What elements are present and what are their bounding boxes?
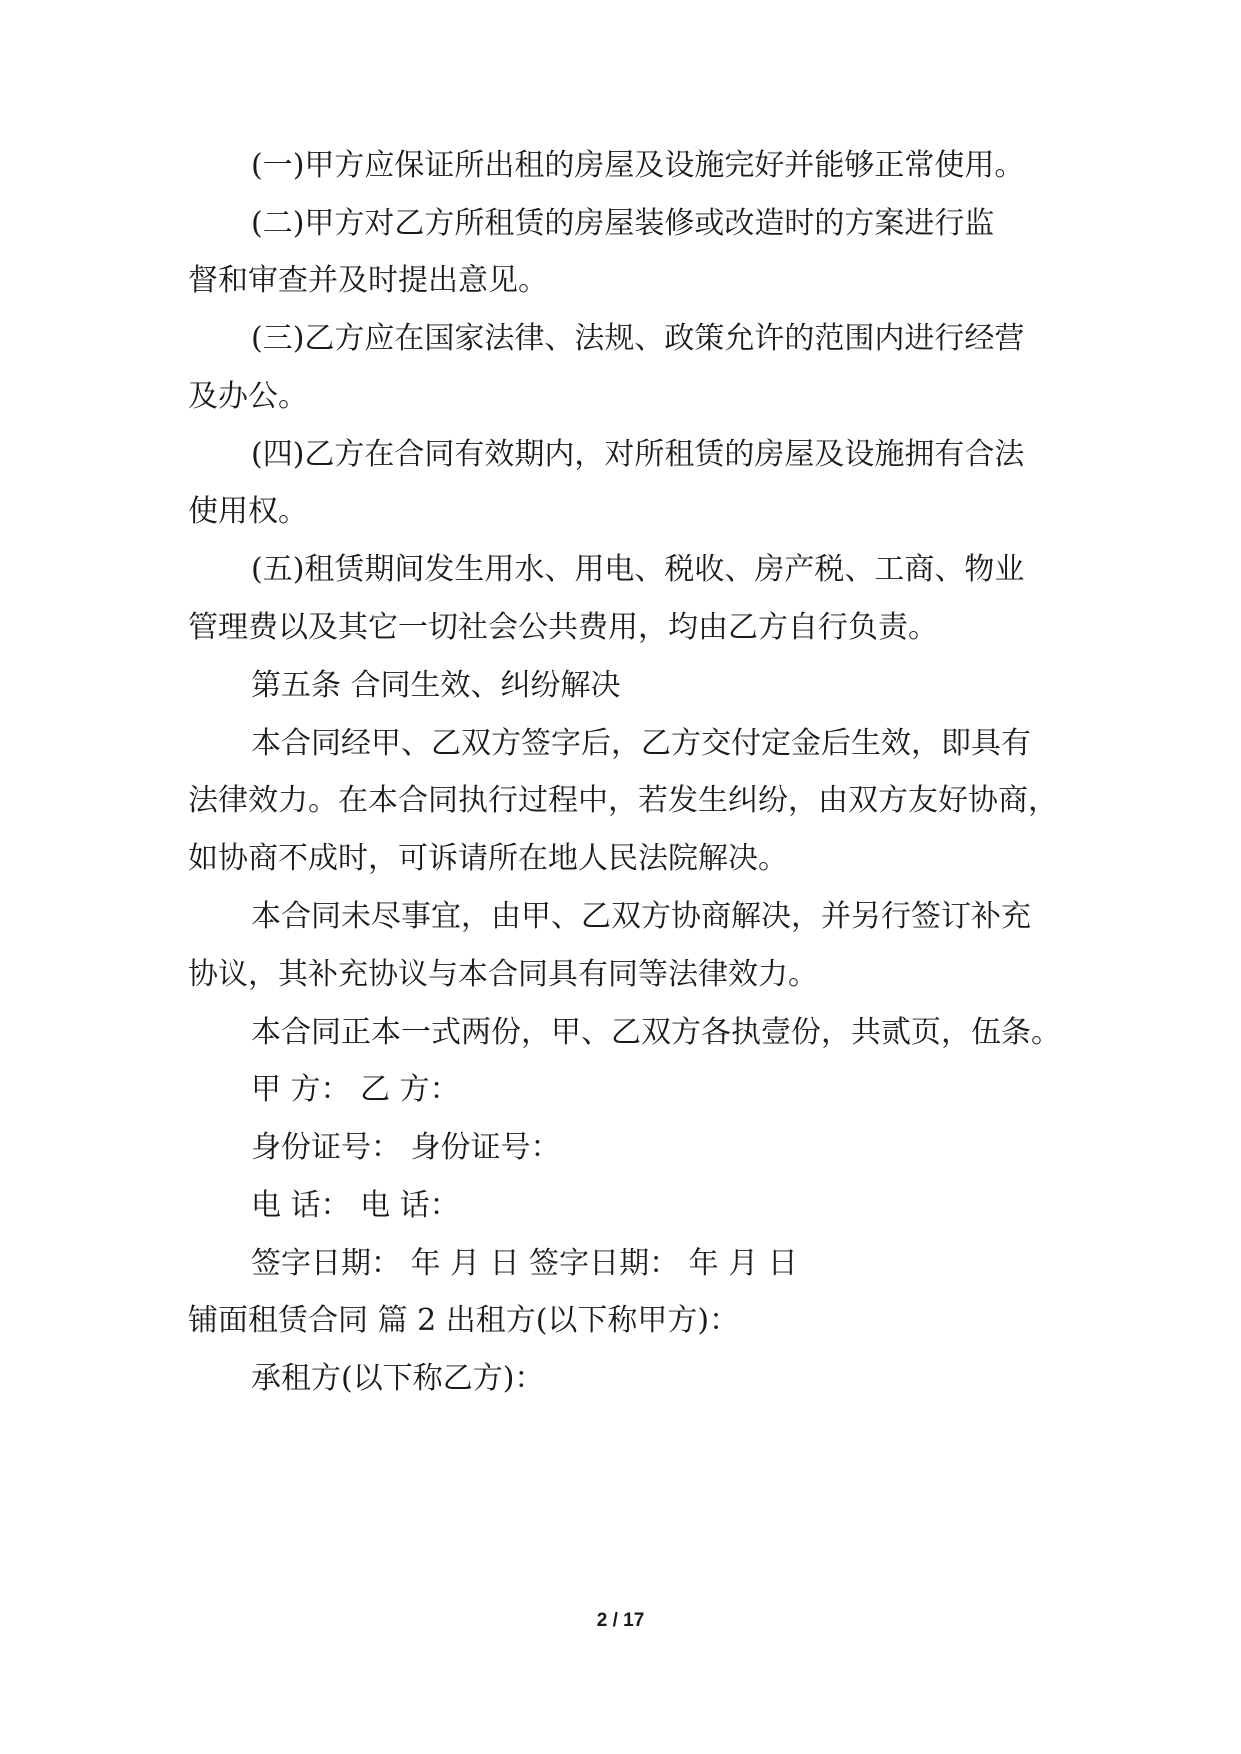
effect-paragraph-line-3: 如协商不成时，可诉请所在地人民法院解决。 (188, 841, 788, 876)
clause-4-line-2: 使用权。 (188, 494, 308, 529)
article-5-heading: 第五条 合同生效、纠纷解决 (251, 668, 621, 703)
clause-5-line-2: 管理费以及其它一切社会公共费用，均由乙方自行负责。 (188, 610, 938, 645)
signature-date-row: 签字日期： 年 月 日 签字日期： 年 月 日 (251, 1246, 798, 1281)
clause-2-line-2: 督和审查并及时提出意见。 (188, 263, 548, 298)
supplement-paragraph-line-2: 协议，其补充协议与本合同具有同等法律效力。 (188, 957, 818, 992)
page-number: 2 / 17 (596, 1610, 645, 1631)
clause-3-line-1: (三)乙方应在国家法律、法规、政策允许的范围内进行经营 (251, 321, 1025, 356)
clause-1-line: (一)甲方应保证所出租的房屋及设施完好并能够正常使用。 (251, 148, 1025, 183)
effect-paragraph-line-1: 本合同经甲、乙双方签字后，乙方交付定金后生效，即具有 (251, 726, 1031, 761)
clause-2-line-1: (二)甲方对乙方所租赁的房屋装修或改造时的方案进行监 (251, 206, 995, 241)
copies-paragraph: 本合同正本一式两份，甲、乙双方各执壹份，共贰页，伍条。 (251, 1015, 1061, 1050)
party-field-row: 甲 方： 乙 方： (251, 1072, 460, 1107)
lessee-field-row: 承租方(以下称乙方)： (251, 1361, 545, 1396)
contract-2-heading: 铺面租赁合同 篇 2 出租方(以下称甲方)： (188, 1303, 740, 1338)
clause-5-line-1: (五)租赁期间发生用水、用电、税收、房产税、工商、物业 (251, 552, 1025, 587)
phone-field-row: 电 话： 电 话： (251, 1188, 460, 1223)
id-number-field-row: 身份证号： 身份证号： (251, 1130, 561, 1165)
clause-4-line-1: (四)乙方在合同有效期内，对所租赁的房屋及设施拥有合法 (251, 437, 1025, 472)
clause-3-line-2: 及办公。 (188, 379, 308, 414)
effect-paragraph-line-2: 法律效力。在本合同执行过程中，若发生纠纷，由双方友好协商， (188, 783, 1058, 818)
supplement-paragraph-line-1: 本合同未尽事宜，由甲、乙双方协商解决，并另行签订补充 (251, 899, 1031, 934)
